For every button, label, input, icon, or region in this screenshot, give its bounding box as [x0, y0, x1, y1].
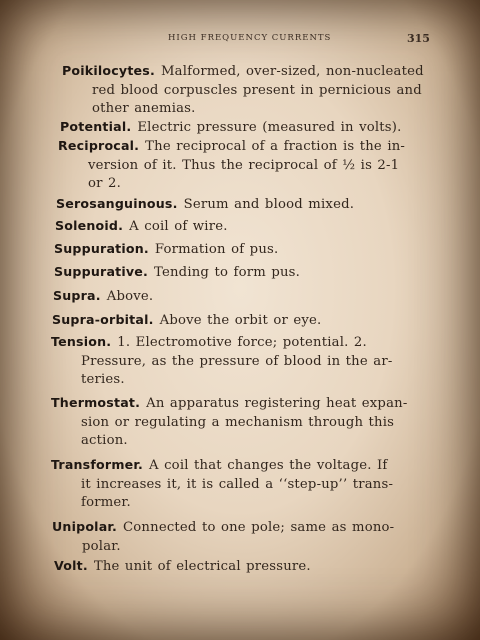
glossary-entry-thermostat	[51, 394, 407, 451]
entry-term: Supra.	[53, 288, 101, 303]
entry-definition-line: red blood corpuscles present in pernicious and	[92, 82, 422, 98]
entry-term: Supra-orbital.	[52, 312, 154, 327]
glossary-entry-tension	[51, 333, 393, 390]
entry-definition-line: An apparatus registering heat expan-	[146, 396, 408, 411]
glossary-entry-supra-orbital	[52, 311, 321, 331]
entry-definition-line: other anemias.	[92, 101, 196, 116]
entry-definition-line: 1. Electromotive force; potential. 2.	[117, 335, 367, 350]
entry-term: Tension.	[51, 334, 112, 349]
entry-definition-line: version of it. Thus the reciprocal of ½ is 2-1	[88, 157, 400, 173]
entry-definition-line: The unit of electrical pressure.	[93, 559, 311, 574]
glossary-entry-volt	[54, 557, 311, 577]
glossary-entry-solenoid	[55, 217, 228, 237]
entry-term: Thermostat.	[51, 395, 141, 410]
entry-definition-line: or 2.	[88, 176, 122, 191]
glossary-entry-transformer	[51, 456, 393, 513]
entry-definition-line: it increases it, it is called a ‘‘step-up’’ trans-	[81, 476, 394, 492]
entry-term: Potential.	[60, 119, 132, 134]
entry-definition-line: Pressure, as the pressure of blood in the ar-	[81, 353, 393, 369]
entry-definition-line: Above.	[106, 289, 154, 304]
glossary-entry-suppuration	[54, 240, 278, 260]
entry-term: Serosanguinous.	[56, 196, 178, 211]
entry-definition-line: Formation of pus.	[154, 242, 279, 257]
entry-definition-line: Malformed, over-sized, non-nucleated	[160, 64, 424, 79]
entry-term: Transformer.	[51, 457, 143, 472]
entry-definition-line: Tending to form pus.	[154, 265, 301, 280]
entry-definition-line: former.	[81, 495, 131, 510]
glossary-entry-unipolar	[52, 518, 394, 556]
entry-term: Poikilocytes.	[62, 63, 155, 78]
glossary-entry-supra	[53, 287, 153, 307]
entry-definition-line: Serum and blood mixed.	[183, 197, 355, 212]
entry-definition-line: A coil of wire.	[129, 219, 228, 234]
entry-term: Unipolar.	[52, 519, 117, 534]
entry-term: Solenoid.	[55, 218, 124, 233]
page-number: 315	[407, 32, 430, 45]
glossary-entry-serosanguinous	[56, 195, 354, 215]
entry-term: Suppuration.	[54, 241, 149, 256]
glossary-entry-potential	[60, 118, 402, 138]
running-title: HIGH FREQUENCY CURRENTS	[168, 33, 332, 43]
entry-term: Suppurative.	[54, 264, 149, 279]
entry-definition-line: The reciprocal of a fraction is the in-	[145, 139, 406, 154]
entry-definition-line: A coil that changes the voltage. If	[148, 458, 388, 473]
entry-term: Volt.	[54, 558, 88, 573]
glossary-entry-poikilocytes	[62, 62, 424, 119]
entry-definition-line: Above the orbit or eye.	[159, 313, 322, 328]
entry-definition-line: teries.	[81, 372, 125, 387]
entry-term: Reciprocal.	[58, 138, 140, 153]
entry-definition-line: action.	[81, 433, 128, 448]
entry-definition-line: Connected to one pole; same as mono-	[123, 520, 395, 535]
entry-definition-line: polar.	[82, 538, 121, 554]
glossary-entry-reciprocal	[58, 137, 405, 194]
entry-definition-line: sion or regulating a mechanism through this	[81, 414, 395, 430]
glossary-entry-suppurative	[54, 263, 300, 283]
entry-definition-line: Electric pressure (measured in volts).	[137, 120, 402, 135]
